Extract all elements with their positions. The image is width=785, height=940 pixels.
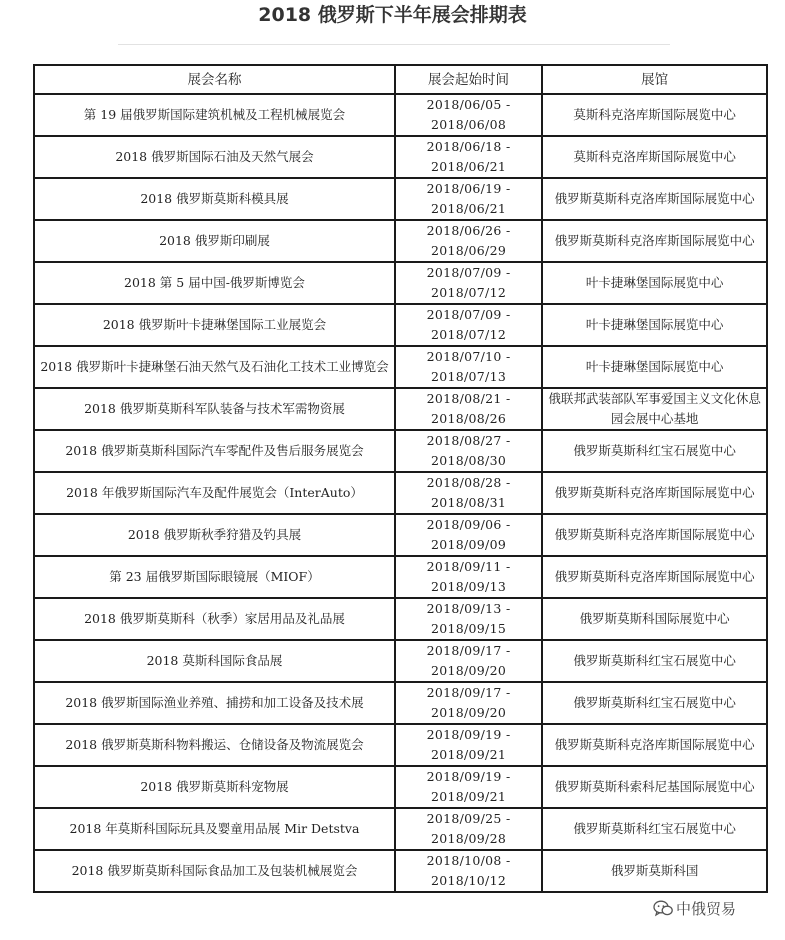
date-end: 2018/10/12 xyxy=(431,873,507,888)
cell-start-date xyxy=(395,682,542,724)
date-start: 2018/06/18 - xyxy=(426,139,511,154)
cell-venue: 俄罗斯莫斯科国际展览中心 xyxy=(542,598,767,640)
cell-start-date xyxy=(395,346,542,388)
date-end: 2018/06/21 xyxy=(431,201,507,216)
page-title: 2018 俄罗斯下半年展会排期表 xyxy=(258,4,527,26)
date-start: 2018/09/25 - xyxy=(426,811,511,826)
cell-start-date xyxy=(395,850,542,892)
date-end: 2018/09/20 xyxy=(431,663,507,678)
cell-start-date xyxy=(395,598,542,640)
table-row xyxy=(34,304,767,346)
date-end: 2018/09/28 xyxy=(431,831,507,846)
cell-expo-name: 2018 俄罗斯莫斯科国际食品加工及包装机械展览会 xyxy=(34,850,395,892)
cell-start-date xyxy=(395,724,542,766)
cell-venue: 俄罗斯莫斯科克洛库斯国际展览中心 xyxy=(542,220,767,262)
date-start: 2018/08/21 - xyxy=(426,391,511,406)
cell-venue: 俄罗斯莫斯科国 xyxy=(542,850,767,892)
date-start: 2018/09/06 - xyxy=(426,517,511,532)
date-start: 2018/06/19 - xyxy=(426,181,511,196)
cell-venue: 叶卡捷琳堡国际展览中心 xyxy=(542,304,767,346)
date-end: 2018/08/26 xyxy=(431,411,507,426)
header-venue: 展馆 xyxy=(542,65,767,94)
cell-expo-name: 2018 俄罗斯叶卡捷琳堡石油天然气及石油化工技术工业博览会 xyxy=(34,346,395,388)
cell-venue: 俄罗斯莫斯科克洛库斯国际展览中心 xyxy=(542,472,767,514)
table-row xyxy=(34,850,767,892)
date-end: 2018/07/13 xyxy=(431,369,507,384)
expo-schedule-table xyxy=(33,64,768,893)
date-end: 2018/09/21 xyxy=(431,789,507,804)
cell-expo-name: 2018 俄罗斯国际石油及天然气展会 xyxy=(34,136,395,178)
cell-start-date xyxy=(395,136,542,178)
cell-expo-name: 2018 年莫斯科国际玩具及婴童用品展 Mir Detstva xyxy=(34,808,395,850)
cell-start-date xyxy=(395,514,542,556)
date-start: 2018/09/17 - xyxy=(426,685,511,700)
cell-start-date xyxy=(395,430,542,472)
date-end: 2018/06/08 xyxy=(431,117,507,132)
date-start: 2018/07/09 - xyxy=(426,265,511,280)
header-expo-name: 展会名称 xyxy=(34,65,395,94)
date-start: 2018/06/05 - xyxy=(426,97,511,112)
date-start: 2018/10/08 - xyxy=(426,853,511,868)
cell-expo-name: 2018 俄罗斯莫斯科宠物展 xyxy=(34,766,395,808)
cell-venue: 莫斯科克洛库斯国际展览中心 xyxy=(542,136,767,178)
cell-venue: 叶卡捷琳堡国际展览中心 xyxy=(542,346,767,388)
cell-venue: 俄罗斯莫斯科克洛库斯国际展览中心 xyxy=(542,724,767,766)
date-start: 2018/07/09 - xyxy=(426,307,511,322)
date-start: 2018/08/27 - xyxy=(426,433,511,448)
table-row xyxy=(34,598,767,640)
date-end: 2018/06/29 xyxy=(431,243,507,258)
cell-expo-name: 第 19 届俄罗斯国际建筑机械及工程机械展览会 xyxy=(34,94,395,136)
cell-expo-name: 2018 莫斯科国际食品展 xyxy=(34,640,395,682)
cell-venue: 俄罗斯莫斯科红宝石展览中心 xyxy=(542,640,767,682)
table-row xyxy=(34,94,767,136)
date-end: 2018/08/31 xyxy=(431,495,507,510)
cell-venue: 俄罗斯莫斯科索科尼基国际展览中心 xyxy=(542,766,767,808)
cell-expo-name: 2018 俄罗斯莫斯科军队装备与技术军需物资展 xyxy=(34,388,395,430)
cell-start-date xyxy=(395,640,542,682)
cell-expo-name: 2018 俄罗斯莫斯科（秋季）家居用品及礼品展 xyxy=(34,598,395,640)
table-header-row xyxy=(34,65,767,94)
cell-start-date xyxy=(395,472,542,514)
cell-venue: 叶卡捷琳堡国际展览中心 xyxy=(542,262,767,304)
date-start: 2018/09/19 - xyxy=(426,769,511,784)
date-end: 2018/06/21 xyxy=(431,159,507,174)
table-row xyxy=(34,724,767,766)
table-row xyxy=(34,766,767,808)
cell-expo-name: 2018 俄罗斯莫斯科国际汽车零配件及售后服务展览会 xyxy=(34,430,395,472)
cell-expo-name: 2018 俄罗斯叶卡捷琳堡国际工业展览会 xyxy=(34,304,395,346)
date-end: 2018/09/20 xyxy=(431,705,507,720)
cell-venue: 莫斯科克洛库斯国际展览中心 xyxy=(542,94,767,136)
table-row xyxy=(34,682,767,724)
cell-venue: 俄罗斯莫斯科红宝石展览中心 xyxy=(542,808,767,850)
table-row xyxy=(34,640,767,682)
cell-start-date xyxy=(395,262,542,304)
cell-start-date xyxy=(395,808,542,850)
table-row xyxy=(34,262,767,304)
wechat-watermark xyxy=(651,897,738,919)
watermark-text: 中俄贸易 xyxy=(676,899,737,918)
date-end: 2018/07/12 xyxy=(431,285,507,300)
cell-venue: 俄罗斯莫斯科红宝石展览中心 xyxy=(542,430,767,472)
cell-start-date xyxy=(395,766,542,808)
cell-expo-name: 2018 俄罗斯印刷展 xyxy=(34,220,395,262)
cell-start-date xyxy=(395,304,542,346)
cell-venue: 俄罗斯莫斯科克洛库斯国际展览中心 xyxy=(542,178,767,220)
date-start: 2018/09/17 - xyxy=(426,643,511,658)
title-divider xyxy=(118,44,670,45)
date-end: 2018/09/21 xyxy=(431,747,507,762)
date-end: 2018/09/13 xyxy=(431,579,507,594)
date-start: 2018/09/11 - xyxy=(426,559,511,574)
date-start: 2018/08/28 - xyxy=(426,475,511,490)
table-row xyxy=(34,220,767,262)
date-start: 2018/07/10 - xyxy=(426,349,511,364)
table-row xyxy=(34,430,767,472)
cell-venue: 俄罗斯莫斯科红宝石展览中心 xyxy=(542,682,767,724)
cell-venue: 俄罗斯莫斯科克洛库斯国际展览中心 xyxy=(542,514,767,556)
cell-start-date xyxy=(395,178,542,220)
cell-expo-name: 2018 俄罗斯莫斯科物料搬运、仓储设备及物流展览会 xyxy=(34,724,395,766)
date-end: 2018/09/15 xyxy=(431,621,507,636)
cell-expo-name: 2018 俄罗斯秋季狩猎及钓具展 xyxy=(34,514,395,556)
cell-start-date xyxy=(395,220,542,262)
cell-expo-name: 2018 年俄罗斯国际汽车及配件展览会（InterAuto） xyxy=(34,472,395,514)
table-row xyxy=(34,472,767,514)
cell-venue: 俄罗斯莫斯科克洛库斯国际展览中心 xyxy=(542,556,767,598)
date-start: 2018/06/26 - xyxy=(426,223,511,238)
table-row xyxy=(34,388,767,430)
cell-start-date xyxy=(395,556,542,598)
header-start-date: 展会起始时间 xyxy=(395,65,542,94)
table-row xyxy=(34,178,767,220)
table-row xyxy=(34,808,767,850)
cell-venue: 俄联邦武装部队军事爱国主义文化休息园会展中心基地 xyxy=(542,388,767,430)
cell-expo-name: 2018 俄罗斯莫斯科模具展 xyxy=(34,178,395,220)
cell-start-date xyxy=(395,94,542,136)
table-row xyxy=(34,136,767,178)
table-row xyxy=(34,556,767,598)
wechat-icon xyxy=(653,900,673,917)
date-end: 2018/09/09 xyxy=(431,537,507,552)
cell-expo-name: 第 23 届俄罗斯国际眼镜展（MIOF） xyxy=(34,556,395,598)
cell-expo-name: 2018 第 5 届中国-俄罗斯博览会 xyxy=(34,262,395,304)
date-start: 2018/09/19 - xyxy=(426,727,511,742)
table-row xyxy=(34,514,767,556)
cell-expo-name: 2018 俄罗斯国际渔业养殖、捕捞和加工设备及技术展 xyxy=(34,682,395,724)
cell-start-date xyxy=(395,388,542,430)
table-row xyxy=(34,346,767,388)
date-end: 2018/07/12 xyxy=(431,327,507,342)
date-end: 2018/08/30 xyxy=(431,453,507,468)
date-start: 2018/09/13 - xyxy=(426,601,511,616)
